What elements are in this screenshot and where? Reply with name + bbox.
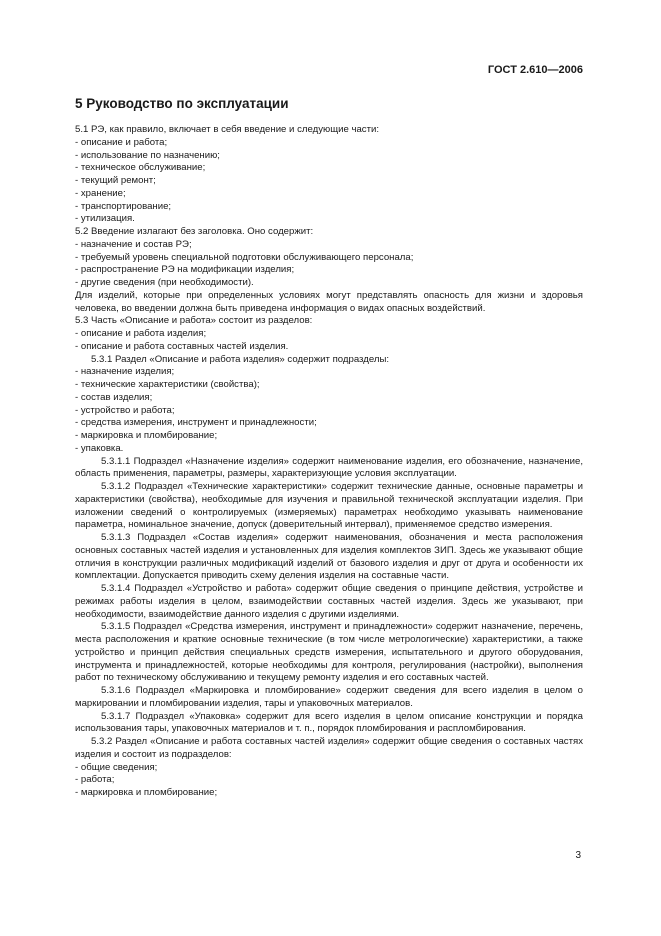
list-item: - хранение; <box>75 187 126 199</box>
paragraph: 5.3 Часть «Описание и работа» состоит из разделов: <box>75 315 313 327</box>
list-item: - использование по назначению; <box>75 149 220 161</box>
list-item: - маркировка и пломбирование; <box>75 787 218 798</box>
list-item: - упаковка. <box>75 442 124 454</box>
document-body <box>75 124 583 800</box>
page-number: 3 <box>575 850 581 861</box>
list-item: - технические характеристики (свойства); <box>75 379 260 390</box>
paragraph: 5.3.2 Раздел «Описание и работа составных частей изделия» содержит общие сведения о составных частях изделия и состоит из подразделов: <box>75 736 583 760</box>
bullet-list <box>75 239 583 290</box>
list-item: - техническое обслуживание; <box>75 162 206 174</box>
list-item: - распространение РЭ на модификации изделия; <box>75 264 295 276</box>
list-item: - устройство и работа; <box>75 404 175 416</box>
list-item: - назначение и состав РЭ; <box>75 238 192 250</box>
list-item: - работа; <box>75 774 115 786</box>
list-item: - утилизация. <box>75 213 135 225</box>
list-item: - состав изделия; <box>75 391 153 403</box>
list-item: - общие сведения; <box>75 761 158 773</box>
bullet-list <box>75 366 583 455</box>
list-item: - транспортирование; <box>75 200 172 212</box>
list-item: - текущий ремонт; <box>75 175 156 186</box>
bullet-list <box>75 137 583 226</box>
list-item: - маркировка и пломбирование; <box>75 430 218 441</box>
paragraph: 5.3.1.4 Подраздел «Устройство и работа» содержит общие сведения о принципе действия, устройстве и режимах работы изделия в целом, взаимодействии составных частей изделия. Здесь же указывают, при необходимости, взаимодействие данного изделия с другими изделиями. <box>75 583 583 620</box>
list-item: - назначение изделия; <box>75 366 175 378</box>
list-item: - средства измерения, инструмент и принадлежности; <box>75 417 317 429</box>
document-code: ГОСТ 2.610—2006 <box>487 64 583 76</box>
paragraph: 5.3.1.1 Подраздел «Назначение изделия» содержит наименование изделия, его обозначение, назначение, область применения, параметры, размеры, характеризующие условия эксплуатации. <box>75 455 583 480</box>
list-item: - описание и работа; <box>75 136 168 148</box>
list-item: - описание и работа изделия; <box>75 328 207 339</box>
paragraph: 5.2 Введение излагают без заголовка. Оно содержит: <box>75 226 314 237</box>
list-item: - описание и работа составных частей изделия. <box>75 340 289 352</box>
section-title: 5 Руководство по эксплуатации <box>75 96 289 111</box>
paragraph: Для изделий, которые при определенных условиях могут представлять опасность для жизни и здоровья человека, во введении должна быть приведена информация о видах опасных воздействий. <box>75 289 583 314</box>
paragraph: 5.3.1.5 Подраздел «Средства измерения, инструмент и принадлежности» содержит назначение, перечень, места расположения и краткие основные технические (в том числе метрологические) характеристики, а также устройство и принцип действия специальных средств измерения, испытательного и другого оборудования, инструмента и принадлежностей, которые необходимы для контроля, регулирования (настройки), выполнения работ по техническому обслуживанию и текущему ремонту изделия и его составных частей. <box>75 621 583 684</box>
paragraph: 5.3.1.3 Подраздел «Состав изделия» содержит наименования, обозначения и места расположения основных составных частей изделия и установленных для изделия комплектов ЗИП. Здесь же указывают общие отличия в конструкции различных модификаций изделий от базового изделия и друг от друга и особенности их комплектации. Допускается приводить схему деления изделия на составные части. <box>75 532 583 582</box>
paragraph: 5.1 РЭ, как правило, включает в себя введение и следующие части: <box>75 124 379 135</box>
list-item: - другие сведения (при необходимости). <box>75 277 254 288</box>
bullet-list <box>75 328 583 354</box>
paragraph: 5.3.1.6 Подраздел «Маркировка и пломбирование» содержит сведения для всего изделия в целом о маркировании и пломбировании изделия, тары и упаковочных материалов. <box>75 685 583 709</box>
bullet-list <box>75 762 583 800</box>
paragraph: 5.3.1 Раздел «Описание и работа изделия» содержит подразделы: <box>91 353 390 365</box>
paragraph: 5.3.1.7 Подраздел «Упаковка» содержит для всего изделия в целом описание конструкции и порядка использования тары, упаковочных материалов и т. п., порядок пломбирования и распломбирования. <box>75 710 583 735</box>
list-item: - требуемый уровень специальной подготовки обслуживающего персонала; <box>75 251 414 263</box>
paragraph: 5.3.1.2 Подраздел «Технические характеристики» содержит технические данные, основные параметры и характеристики (свойства), необходимые для изучения и правильной технической эксплуатации изделия. При изложении сведений о контролируемых (измеряемых) параметрах необходимо указывать наименование параметра, номинальное значение, допуск (доверительный интервал), применяемое средство измерения. <box>75 481 583 531</box>
